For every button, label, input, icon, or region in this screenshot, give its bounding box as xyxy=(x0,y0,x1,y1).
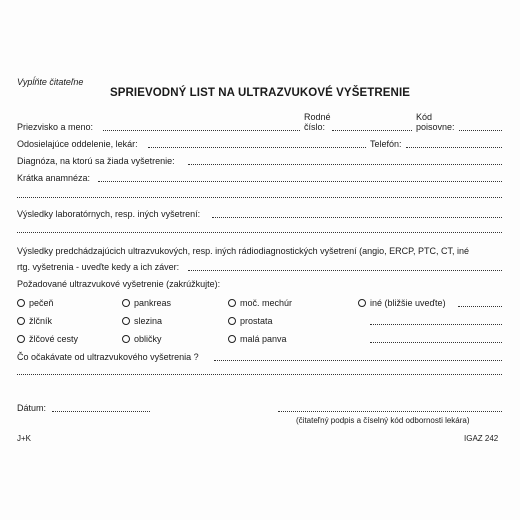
department-label: Odosielajúce oddelenie, lekár: xyxy=(17,139,138,149)
circle-icon xyxy=(228,335,236,343)
circle-icon xyxy=(122,299,130,307)
birth-number-field[interactable] xyxy=(332,130,412,131)
other-field[interactable] xyxy=(458,306,502,307)
option-bladder[interactable]: moč. mechúr xyxy=(228,298,292,309)
option-gallbladder[interactable]: žlčník xyxy=(17,316,52,327)
circle-icon xyxy=(122,335,130,343)
phone-field[interactable] xyxy=(406,147,502,148)
previous-exams-label-line2: rtg. vyšetrenia - uveďte kedy a ich záver: xyxy=(17,262,180,272)
other-field-line2[interactable] xyxy=(370,324,502,325)
legibility-note: Vypĺňte čitateľne xyxy=(17,77,84,87)
circle-icon xyxy=(122,317,130,325)
name-label: Priezvisko a meno: xyxy=(17,122,94,132)
lab-results-label: Výsledky laboratórnych, resp. iných vyšetrení: xyxy=(17,209,201,219)
option-spleen[interactable]: slezina xyxy=(122,316,162,327)
name-field[interactable] xyxy=(103,130,300,131)
expectations-label: Čo očakávate od ultrazvukového vyšetrenia ? xyxy=(17,352,199,362)
insurance-code-label: poisovne: xyxy=(416,122,455,132)
date-field[interactable] xyxy=(52,411,150,412)
birth-number-label-top: Rodné xyxy=(304,112,331,122)
insurance-code-label-top: Kód xyxy=(416,112,433,122)
phone-label: Telefón: xyxy=(370,139,402,149)
signature-label: (čitateľný podpis a číselný kód odbornosti lekára) xyxy=(296,416,470,425)
signature-field[interactable] xyxy=(278,411,502,412)
expectations-field[interactable] xyxy=(214,360,502,361)
requested-exam-label: Požadované ultrazvukové vyšetrenie (zakrúžkujte): xyxy=(17,279,221,289)
footer-publisher: J+K xyxy=(17,434,32,443)
anamnesis-field[interactable] xyxy=(98,181,502,182)
birth-number-label: číslo: xyxy=(304,122,326,132)
option-liver[interactable]: pečeň xyxy=(17,298,54,309)
lab-results-field-line2[interactable] xyxy=(17,232,502,233)
department-field[interactable] xyxy=(148,147,366,148)
previous-exams-field[interactable] xyxy=(188,270,502,271)
option-pelvis[interactable]: malá panva xyxy=(228,334,287,345)
diagnosis-label: Diagnóza, na ktorú sa žiada vyšetrenie: xyxy=(17,156,175,166)
circle-icon xyxy=(17,299,25,307)
option-pancreas[interactable]: pankreas xyxy=(122,298,171,309)
footer-form-code: IGAZ 242 xyxy=(464,434,499,443)
anamnesis-label: Krátka anamnéza: xyxy=(17,173,91,183)
circle-icon xyxy=(358,299,366,307)
date-label: Dátum: xyxy=(17,403,47,413)
option-bile-ducts[interactable]: žlčové cesty xyxy=(17,334,78,345)
circle-icon xyxy=(17,335,25,343)
anamnesis-field-line2[interactable] xyxy=(17,197,502,198)
circle-icon xyxy=(228,317,236,325)
insurance-code-field[interactable] xyxy=(459,130,502,131)
option-prostate[interactable]: prostata xyxy=(228,316,273,327)
diagnosis-field[interactable] xyxy=(188,164,502,165)
circle-icon xyxy=(228,299,236,307)
circle-icon xyxy=(17,317,25,325)
expectations-field-line2[interactable] xyxy=(17,374,502,375)
form-title: SPRIEVODNÝ LIST NA ULTRAZVUKOVÉ VYŠETRENIE xyxy=(109,87,411,99)
option-kidneys[interactable]: obličky xyxy=(122,334,162,345)
lab-results-field[interactable] xyxy=(212,217,502,218)
other-field-line3[interactable] xyxy=(370,342,502,343)
previous-exams-label: Výsledky predchádzajúcich ultrazvukových, resp. iných rádiodiagnostických vyšetrení (angio, ERCP, PTC, CT, iné xyxy=(17,246,470,256)
option-other[interactable]: iné (bližšie uveďte) xyxy=(358,298,446,309)
